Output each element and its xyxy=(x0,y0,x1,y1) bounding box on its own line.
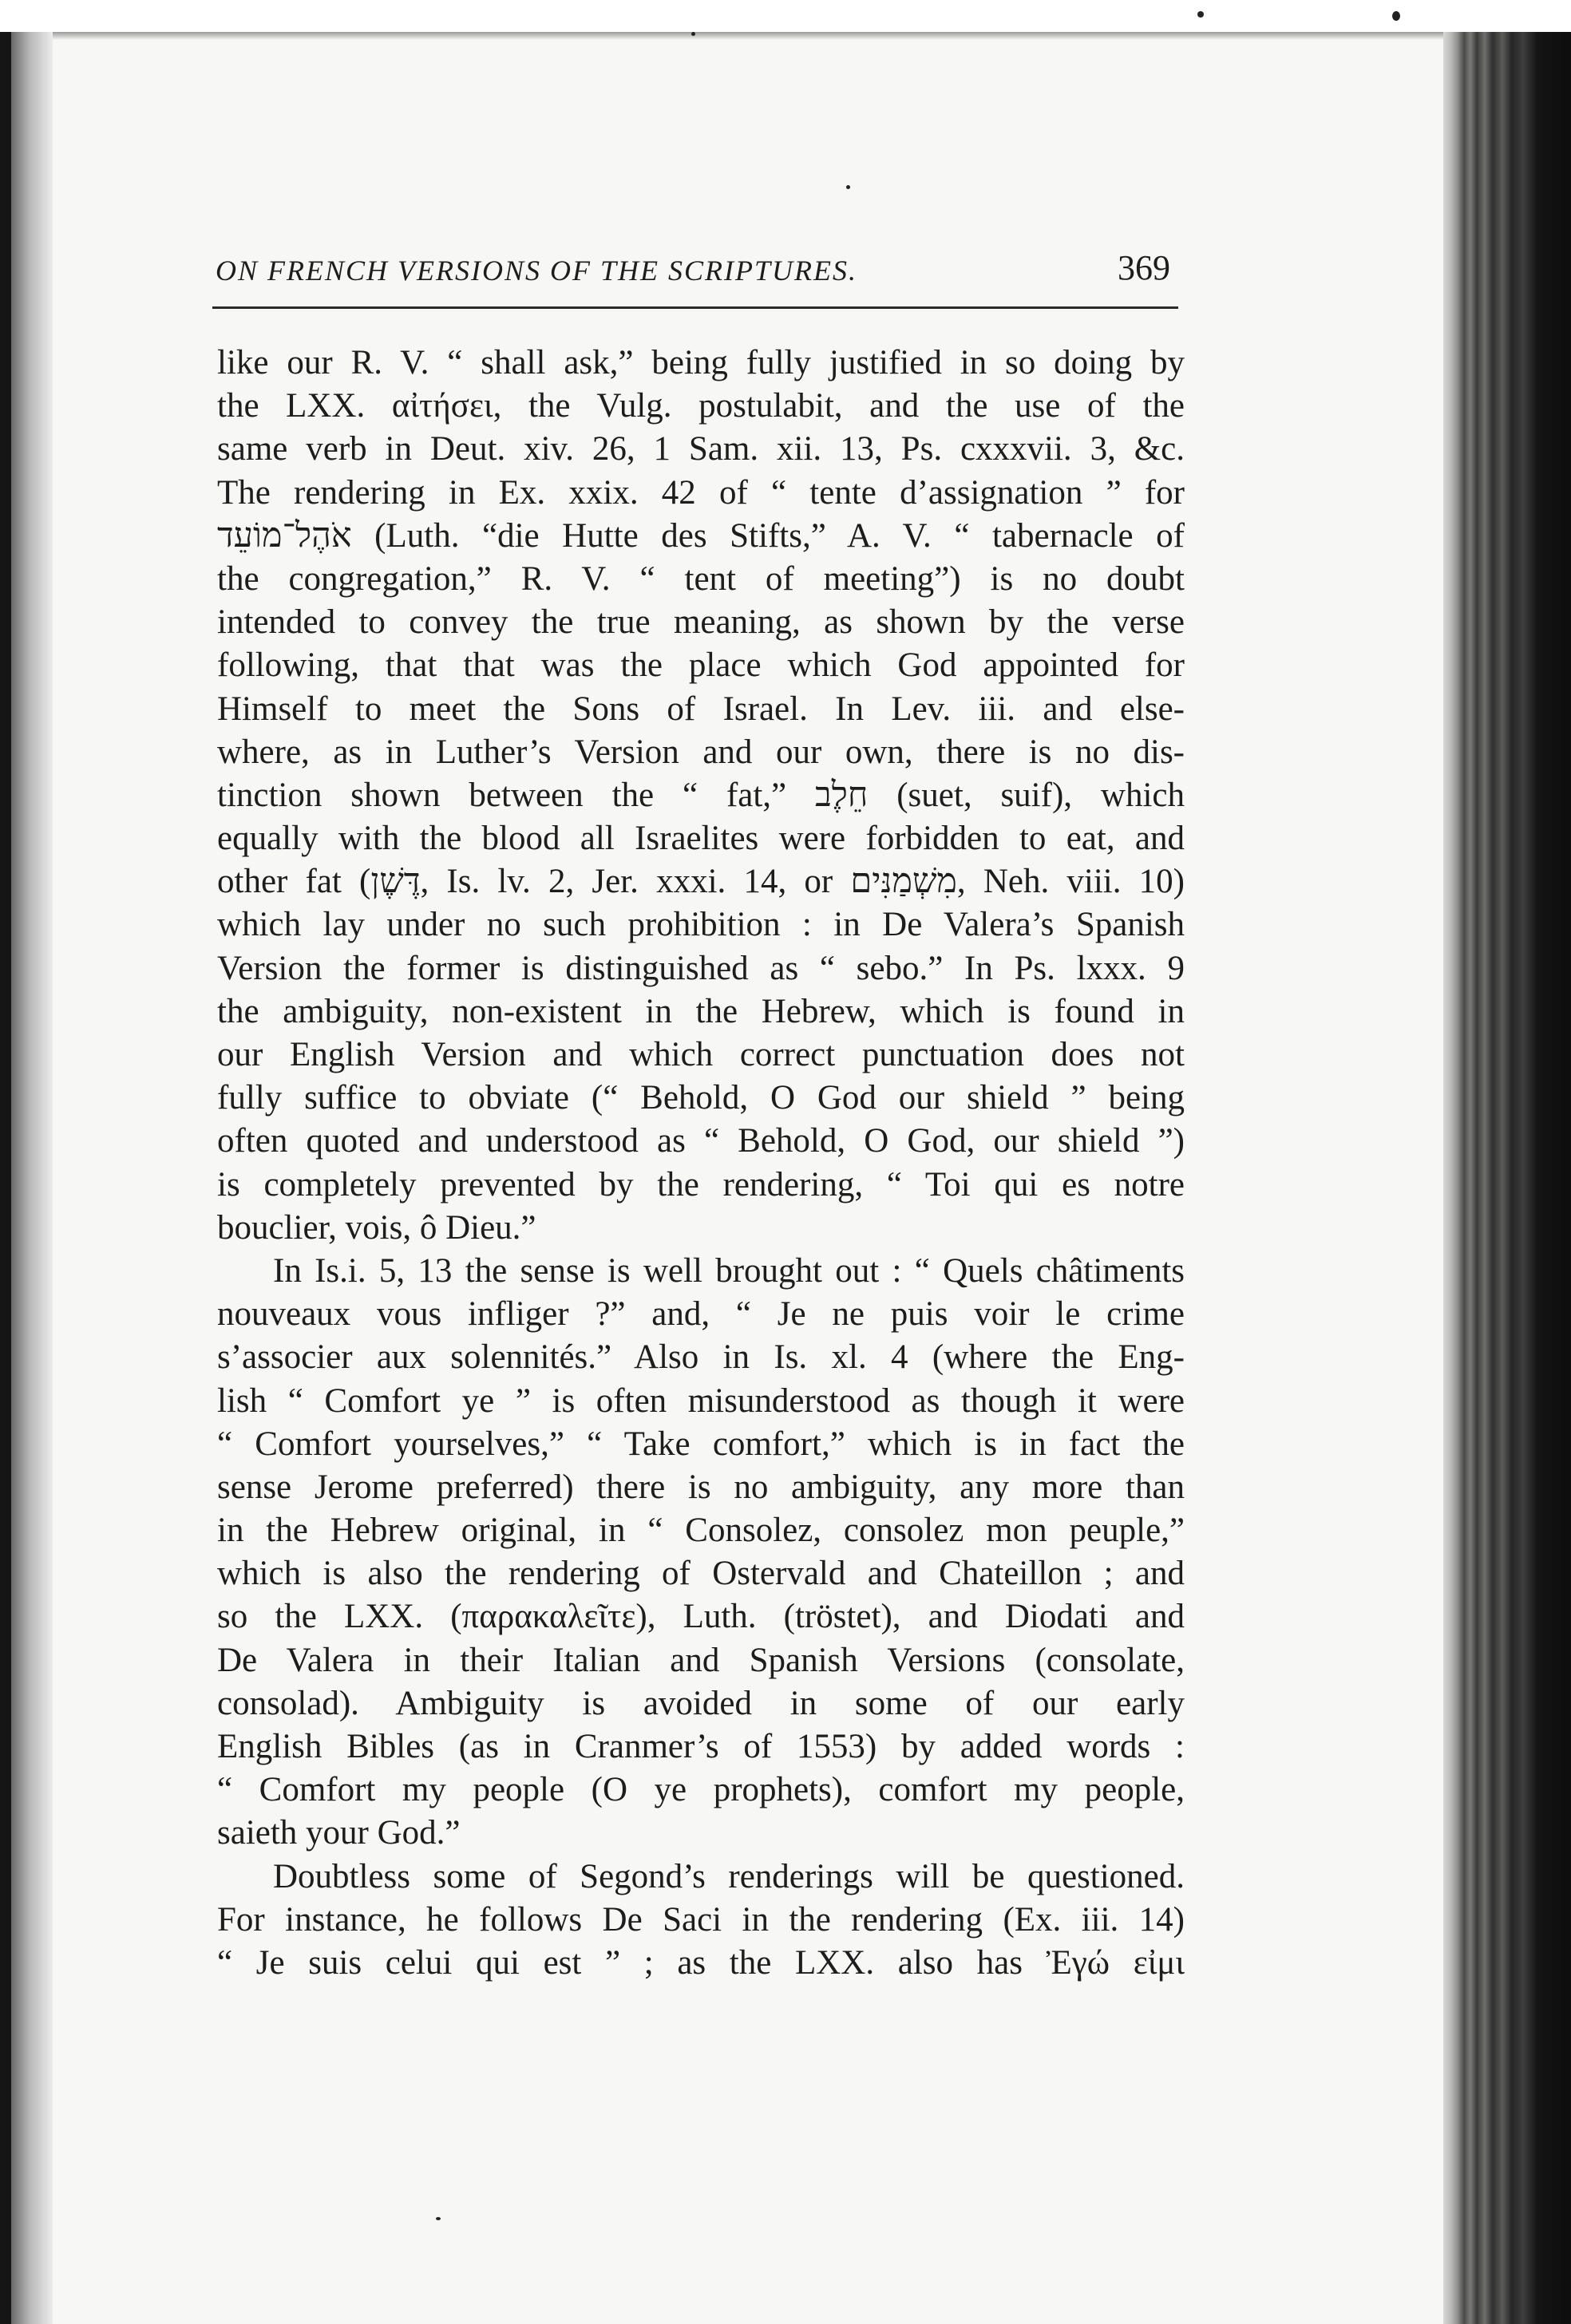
text-line: the ambiguity, non-existent in the Hebrew, which is found in xyxy=(217,992,1185,1030)
scan-speck xyxy=(436,2217,441,2220)
text-line: in the Hebrew original, in “ Consolez, consolez mon peuple,” xyxy=(217,1512,1185,1550)
page-top-shadow xyxy=(53,32,1443,40)
paragraph-start-line: Doubtless some of Segond’s renderings will be questioned. xyxy=(273,1857,1185,1895)
text-line: other fat (דֶּשֶׁן, Is. lv. 2, Jer. xxxi. 14, or מִשְׁמַנִּים, Neh. viii. 10) xyxy=(217,863,1185,901)
header-rule xyxy=(212,306,1178,309)
text-line: the congregation,” R. V. “ tent of meeting”) is no doubt xyxy=(217,559,1185,598)
paragraph-start-line: In Is.i. 5, 13 the sense is well brought out : “ Quels châtiments xyxy=(273,1251,1185,1290)
text-line: consolad). Ambiguity is avoided in some of our early xyxy=(217,1684,1185,1722)
page-number: 369 xyxy=(1118,248,1170,287)
scan-speck xyxy=(1392,11,1400,21)
text-line: the LXX. αἰτήσει, the Vulg. postulabit, and the use of the xyxy=(217,387,1185,425)
scan-speck xyxy=(1197,11,1204,18)
text-line: “ Comfort yourselves,” “ Take comfort,” which is in fact the xyxy=(217,1425,1185,1463)
body-text xyxy=(217,342,1185,1985)
text-line: our English Version and which correct punctuation does not xyxy=(217,1036,1185,1073)
text-line: s’associer aux solennités.” Also in Is. xl. 4 (where the Eng- xyxy=(217,1338,1185,1377)
text-line: nouveaux vous infliger ?” and, “ Je ne puis voir le crime xyxy=(217,1295,1185,1334)
text-line: English Bibles (as in Cranmer’s of 1553) by added words : xyxy=(217,1728,1185,1765)
scan-speck xyxy=(846,185,850,189)
text-line: tinction shown between the “ fat,” חֵלֶב (suet, suif), which xyxy=(217,776,1185,814)
text-line: sense Jerome preferred) there is no ambiguity, any more than xyxy=(217,1468,1185,1506)
text-line: “ Je suis celui qui est ” ; as the LXX. also has Ἐγώ εἰμι xyxy=(217,1943,1185,1982)
text-line: so the LXX. (παρακαλεῖτε), Luth. (tröstet), and Diodati and xyxy=(217,1598,1185,1636)
page-stack-edge xyxy=(1443,32,1571,2324)
text-line: intended to convey the true meaning, as shown by the verse xyxy=(217,603,1185,642)
text-line: equally with the blood all Israelites were forbidden to eat, and xyxy=(217,820,1185,858)
scan-speck xyxy=(691,32,695,36)
text-line: often quoted and understood as “ Behold, O God, our shield ”) xyxy=(217,1122,1185,1160)
text-line: “ Comfort my people (O ye prophets), comfort my people, xyxy=(217,1771,1185,1809)
text-line: is completely prevented by the rendering, “ Toi qui es notre xyxy=(217,1165,1185,1204)
text-line: lish “ Comfort ye ” is often misunderstood as though it were xyxy=(217,1381,1185,1420)
paragraph-end-line: bouclier, vois, ô Dieu.” xyxy=(217,1208,536,1247)
text-line: like our R. V. “ shall ask,” being fully justified in so doing by xyxy=(217,344,1185,381)
text-line: The rendering in Ex. xxix. 42 of “ tente d’assignation ” for xyxy=(217,473,1185,512)
text-line: De Valera in their Italian and Spanish Versions (consolate, xyxy=(217,1641,1185,1679)
text-line: which lay under no such prohibition : in De Valera’s Spanish xyxy=(217,906,1185,944)
text-line: Himself to meet the Sons of Israel. In Lev. iii. and else- xyxy=(217,690,1185,728)
page-gutter-shadow xyxy=(11,32,53,2324)
paragraph-end-line: saieth your God.” xyxy=(217,1814,461,1852)
text-line: אֹהֶל־מוֹעֵד (Luth. “die Hutte des Stifts,” A. V. “ tabernacle of xyxy=(217,516,1185,555)
text-line: fully suffice to obviate (“ Behold, O God our shield ” being xyxy=(217,1079,1185,1117)
text-line: where, as in Luther’s Version and our own, there is no dis- xyxy=(217,733,1185,771)
text-line: same verb in Deut. xiv. 26, 1 Sam. xii. 13, Ps. cxxxvii. 3, &c. xyxy=(217,430,1185,468)
text-line: For instance, he follows De Saci in the rendering (Ex. iii. 14) xyxy=(217,1900,1185,1939)
running-head: ON FRENCH VERSIONS OF THE SCRIPTURES. xyxy=(216,255,857,287)
text-line: following, that that was the place which God appointed for xyxy=(217,646,1185,685)
scan-left-edge xyxy=(0,32,11,2324)
text-line: Version the former is distinguished as “ sebo.” In Ps. lxxx. 9 xyxy=(217,949,1185,987)
text-line: which is also the rendering of Ostervald and Chateillon ; and xyxy=(217,1555,1185,1593)
